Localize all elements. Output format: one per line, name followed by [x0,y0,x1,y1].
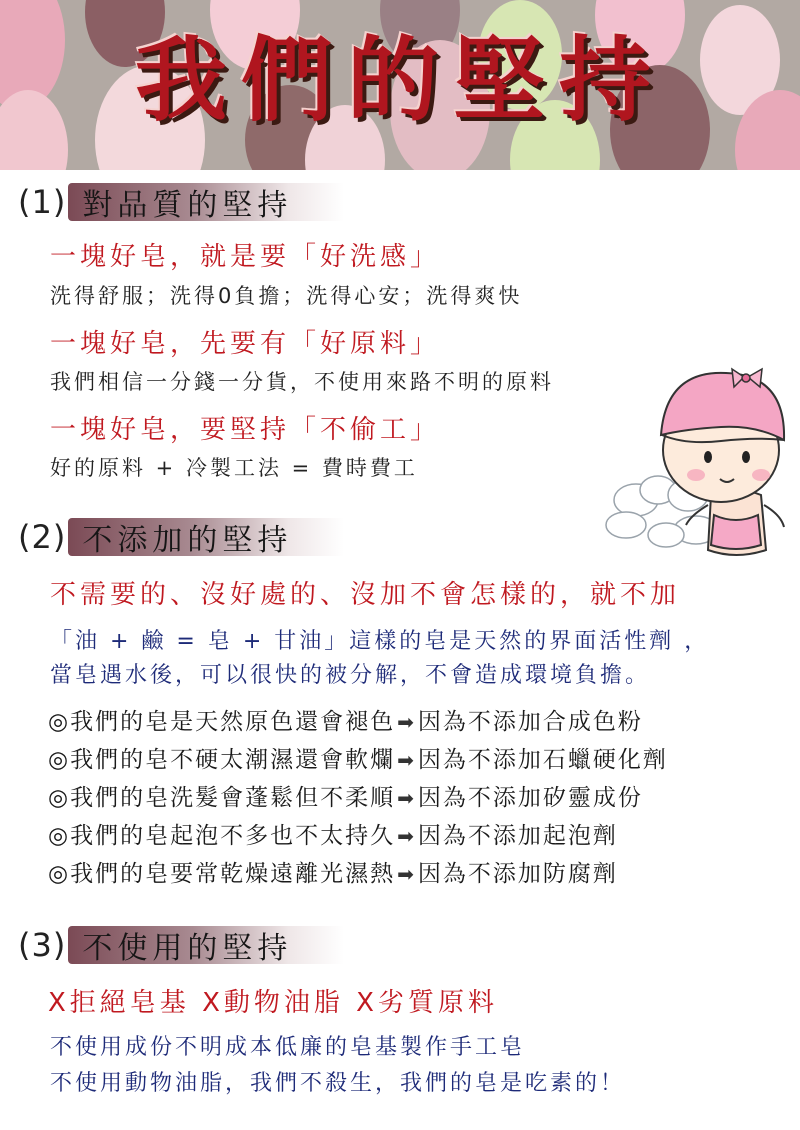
section-1-lead-2: 一塊好皂，先要有「好原料」 [50,329,441,359]
bullet-icon: ◎ [48,861,71,887]
section-2-desc-2: 當皂遇水後，可以很快的被分解，不會造成環境負擔。 [50,663,651,688]
list-item [48,779,643,812]
arrow-right-icon: ➡ [397,786,416,810]
bullet-icon: ◎ [48,823,71,849]
section-2-number: (2) [18,518,67,556]
section-1-body-2: 我們相信一分錢一分貨，不使用來路不明的原料 [50,370,554,394]
section-2-lead: 不需要的、沒好處的、沒加不會怎樣的，就不加 [50,580,681,610]
section-2-title: 不添加的堅持 [82,523,293,558]
arrow-right-icon: ➡ [397,824,416,848]
section-1-lead-3: 一塊好皂，要堅持「不偷工」 [50,415,441,445]
section-3-number: (3) [18,926,67,964]
arrow-right-icon: ➡ [397,710,416,734]
arrow-right-icon: ➡ [397,862,416,886]
section-3-body-1: 不使用成份不明成本低廉的皂基製作手工皂 [50,1035,526,1060]
section-3-lead: X拒絕皂基 X動物油脂 X劣質原料 [48,988,498,1018]
list-item [48,855,618,888]
section-1-body-1: 洗得舒服；洗得0負擔；洗得心安；洗得爽快 [50,284,523,308]
section-3-body-2: 不使用動物油脂，我們不殺生，我們的皂是吃素的！ [50,1071,626,1096]
list-item-reason: 因為不添加合成色粉 [417,709,643,735]
banner-title: 我們的堅持 [134,26,665,134]
bullet-icon: ◎ [48,747,71,773]
section-1-lead-1: 一塊好皂，就是要「好洗感」 [50,242,441,272]
arrow-right-icon: ➡ [397,748,416,772]
section-1-bar [68,183,344,221]
list-item-reason: 因為不添加矽靈成份 [417,785,643,811]
section-2-desc-1: 「油 + 鹼 = 皂 + 甘油」這樣的皂是天然的界面活性劑 ， [50,629,710,654]
section-2-bar [68,518,344,556]
list-item-reason: 因為不添加起泡劑 [417,823,618,849]
section-1-body-3: 好的原料 + 冷製工法 = 費時費工 [50,456,418,480]
bullet-icon: ◎ [48,785,71,811]
section-2-header [18,517,344,557]
section-3-title: 不使用的堅持 [82,931,293,966]
list-item [48,703,643,736]
section-1-header [18,182,344,222]
list-item-claim: 我們的皂要常乾燥遠離光濕熱 [70,861,396,887]
list-item-claim: 我們的皂不硬太潮濕還會軟爛 [70,747,396,773]
list-item-claim: 我們的皂是天然原色還會褪色 [70,709,396,735]
list-item-reason: 因為不添加石蠟硬化劑 [417,747,668,773]
list-item-claim: 我們的皂起泡不多也不太持久 [70,823,396,849]
girl-washing-icon [596,345,796,569]
list-item-reason: 因為不添加防腐劑 [417,861,618,887]
section-1-title: 對品質的堅持 [82,188,293,223]
section-3-bar [68,926,344,964]
bullet-icon: ◎ [48,709,71,735]
section-3-header [18,925,344,965]
section-1-number: (1) [18,183,67,221]
list-item-claim: 我們的皂洗髮會蓬鬆但不柔順 [70,785,396,811]
list-item [48,741,668,774]
list-item [48,817,618,850]
banner [0,0,800,170]
